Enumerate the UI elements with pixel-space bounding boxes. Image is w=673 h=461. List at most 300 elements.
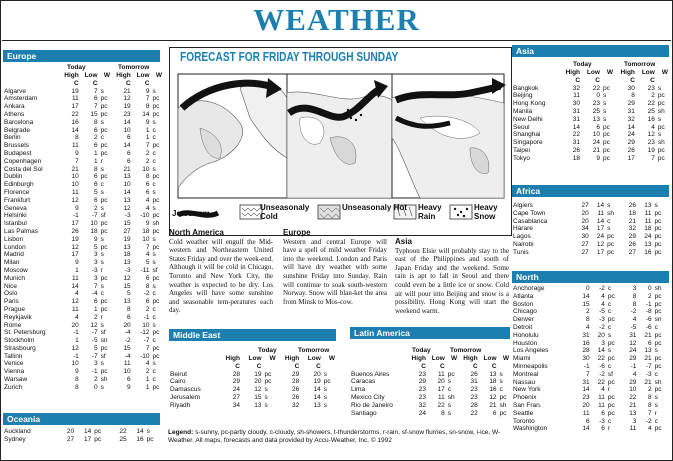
table-cell: 28	[232, 370, 240, 378]
table-row	[512, 301, 669, 309]
asia-today-label: Today	[573, 61, 592, 68]
city-name: Anchorage	[513, 285, 545, 292]
table-cell: 6	[93, 298, 98, 306]
city-name: Nassau	[513, 378, 536, 386]
table-cell: s	[323, 401, 328, 409]
table-cell: 2	[93, 204, 98, 212]
table-cell: 20	[581, 217, 589, 225]
table-unit-row	[350, 363, 510, 371]
table-cell: -7	[91, 212, 98, 220]
table-cell: 4	[145, 204, 150, 212]
table-cell: 32	[292, 401, 300, 409]
table-cell: 17	[596, 225, 605, 233]
table-row	[512, 100, 669, 108]
table-cell: 7	[93, 282, 98, 290]
table-cell: 27	[581, 202, 589, 209]
table-cell: 12	[71, 196, 79, 204]
table-cell: c	[152, 290, 156, 298]
table-cell: s	[152, 204, 156, 212]
table-row	[350, 371, 510, 379]
table-cell: 29	[418, 378, 426, 386]
table-cell: -1	[72, 329, 79, 337]
table-cell: s	[654, 401, 658, 409]
table-row	[512, 308, 669, 316]
table-cell: pc	[152, 298, 160, 306]
table-cell: 9	[596, 154, 600, 162]
table-row	[3, 428, 163, 436]
table-cell: pc	[152, 344, 160, 352]
city-name: Santiago	[351, 409, 377, 417]
forecast-map-graphic	[170, 48, 511, 235]
city-name: Edinburgh	[4, 181, 34, 189]
table-cell: c	[152, 368, 156, 376]
page-title: WEATHER	[253, 2, 420, 37]
table-cell: 20	[437, 378, 445, 386]
table-cell: 30	[627, 84, 635, 92]
table-cell: pc	[152, 95, 160, 103]
table-row	[3, 181, 163, 189]
table-cell: 34	[232, 401, 240, 409]
table-row	[3, 267, 163, 275]
table-cell: -5	[91, 337, 98, 345]
table-cell: pc	[657, 92, 665, 100]
north-america-forecast-heading: North America	[169, 228, 224, 237]
table-cell: 6	[145, 188, 150, 196]
asia-tomorrow-label: Tomorrow	[624, 61, 656, 68]
table-cell: 3	[93, 251, 98, 259]
table-cell: 29	[628, 233, 637, 241]
city-name: Florence	[4, 188, 30, 196]
table-cell: 20	[582, 401, 590, 409]
table-cell: 18	[90, 227, 98, 235]
table-cell: pc	[100, 95, 108, 103]
table-cell: -3	[124, 266, 131, 274]
table-cell: 34	[581, 225, 589, 233]
table-cell: sh	[499, 401, 507, 409]
africa-table	[512, 202, 669, 257]
city-name: Frankfurt	[4, 196, 31, 204]
table-cell: pc	[100, 110, 108, 118]
table-cell: 10	[142, 235, 150, 243]
table-cell: 4	[145, 360, 150, 368]
table-cell: 21	[644, 331, 652, 339]
table-cell: 24	[232, 386, 240, 394]
table-cell: 13	[123, 196, 131, 204]
table-cell: pc	[94, 435, 102, 443]
city-name: San Fran.	[513, 401, 542, 409]
table-cell: 19	[71, 235, 79, 243]
table-cell: 20	[581, 209, 589, 217]
city-name: London	[4, 243, 26, 251]
table-cell: 26	[628, 202, 637, 209]
table-cell: pc	[152, 352, 160, 360]
table-cell: 2	[93, 134, 98, 142]
table-cell: 5	[93, 344, 98, 352]
table-cell: 19	[254, 370, 262, 378]
table-cell: s	[602, 107, 607, 115]
table-column-header-row	[512, 69, 669, 77]
table-cell: 17	[71, 251, 79, 259]
table-cell: 12	[71, 298, 79, 306]
table-cell: 13	[644, 240, 652, 248]
table-cell: s	[264, 386, 268, 394]
table-cell: 12	[90, 321, 98, 329]
north-america-table	[512, 285, 669, 433]
table-cell: 10	[71, 360, 79, 368]
table-cell: s	[657, 115, 662, 123]
city-name: Caracas	[351, 378, 376, 386]
table-cell: 18	[489, 378, 497, 386]
table-cell: pc	[100, 126, 108, 134]
table-cell: 6	[127, 157, 131, 165]
city-name: Madrid	[4, 251, 24, 259]
north-america-forecast	[169, 229, 273, 315]
table-cell: s	[607, 225, 611, 233]
city-name: Stockholm	[4, 337, 35, 345]
table-cell: -7	[645, 362, 652, 370]
table-cell: 15	[90, 110, 98, 118]
table-row	[3, 119, 163, 127]
city-name: Lima	[351, 386, 366, 394]
table-cell: pc	[152, 173, 160, 181]
table-row	[350, 410, 510, 418]
table-cell: -1	[583, 362, 590, 370]
table-cell: 26	[628, 240, 637, 248]
unit-label	[601, 77, 614, 85]
table-cell: 10	[71, 181, 79, 189]
table-cell: 20	[123, 321, 131, 329]
table-cell: sn	[100, 337, 108, 345]
city-name: Warsaw	[4, 376, 28, 384]
table-cell: 11	[71, 305, 79, 313]
table-cell: 32	[628, 225, 637, 233]
table-cell: pc	[100, 243, 108, 251]
europe-today-label: Today	[67, 64, 86, 71]
table-row	[3, 368, 163, 376]
table-row	[3, 298, 163, 306]
city-name: Helsinki	[4, 212, 27, 220]
table-cell: pc	[654, 362, 662, 370]
table-row	[3, 275, 163, 283]
table-row	[512, 410, 669, 418]
table-row	[3, 220, 163, 228]
column-header: Low	[248, 355, 262, 362]
table-row	[512, 147, 669, 155]
city-name: Nairobi	[513, 240, 534, 248]
table-cell: c	[654, 370, 658, 378]
table-cell: 15	[123, 344, 131, 352]
table-cell: r	[654, 409, 657, 417]
table-cell: 8	[145, 282, 150, 290]
europe-forecast	[283, 229, 387, 306]
column-header: High	[225, 355, 240, 362]
table-cell: 31	[629, 331, 637, 339]
table-cell: 26	[627, 146, 635, 154]
unit-label	[263, 363, 277, 371]
table-cell: 14	[597, 347, 605, 355]
table-cell: sh	[152, 220, 160, 228]
table-cell: c	[152, 181, 156, 189]
table-cell: c	[152, 305, 156, 313]
table-cell: -2	[143, 290, 150, 298]
europe-forecast-heading: Europe	[283, 228, 311, 237]
table-row	[512, 225, 669, 233]
table-cell: 6	[93, 95, 98, 103]
table-cell: 23	[582, 394, 590, 402]
asia-header: Asia	[512, 45, 669, 57]
table-cell: pc	[152, 383, 160, 391]
table-cell: pc	[152, 103, 160, 111]
column-header: Low	[431, 355, 445, 362]
table-cell: -4	[124, 352, 131, 360]
table-cell: 0	[596, 92, 600, 100]
table-cell: pc	[607, 378, 615, 386]
table-row	[512, 379, 669, 387]
legend-label: Legend:	[168, 429, 194, 436]
table-cell: 14	[123, 188, 131, 196]
table-cell: r	[607, 386, 611, 394]
table-row	[3, 353, 163, 361]
table-cell: 12	[71, 243, 79, 251]
table-cell: 7	[75, 157, 79, 165]
table-cell: s	[152, 235, 156, 243]
table-cell: pc	[657, 100, 665, 108]
table-cell: 15	[123, 282, 131, 290]
table-cell: 4	[632, 316, 637, 324]
table-row	[3, 283, 163, 291]
table-cell: 13	[644, 202, 652, 209]
table-cell: c	[607, 217, 611, 225]
table-row	[512, 316, 669, 324]
column-header: W	[328, 355, 335, 362]
column-header	[3, 72, 59, 80]
asia-forecast-text: Typhoon Elsie will probably stay to the east of the Philippines and south of Japan Friday and the weekend. Some rain is apt to fall in Seoul and there could even be a little ice or snow. Cold air will pour into Beijing and snow is a possibility. Hong Kong will start the weekend warm.	[395, 246, 509, 315]
table-cell: s	[264, 393, 268, 401]
city-name: Rome	[4, 321, 22, 329]
table-cell: 13	[592, 115, 600, 123]
table-cell: 10	[592, 131, 600, 139]
table-row	[512, 210, 669, 218]
table-cell: 23	[123, 110, 131, 118]
table-cell: 1	[145, 383, 150, 391]
table-cell: s	[100, 204, 104, 212]
table-cell: 10	[123, 368, 131, 376]
table-row	[512, 218, 669, 226]
table-cell: sf	[607, 370, 613, 378]
table-cell: s	[602, 92, 607, 100]
table-cell: 11	[598, 394, 605, 402]
table-cell: 14	[313, 386, 321, 394]
middle-east-today-label: Today	[258, 347, 277, 354]
table-cell: s	[152, 259, 156, 267]
city-name: Las Palmas	[4, 227, 38, 235]
table-cell: pc	[607, 233, 615, 241]
table-cell: 17	[71, 220, 79, 228]
table-cell: 23	[418, 393, 426, 401]
table-cell: 11	[644, 217, 652, 225]
unit-label	[350, 363, 406, 371]
north-america-forecast-text: Cold weather will engulf the Mid-western and Northeastern United States Friday and over the week-end. Although it will be cold in Chicago, Toronto and New York City, the weather is expected to be dry. Los Angeles will have some sunshine and seasonable tem-peratures each day.	[169, 237, 273, 315]
city-name: Sydney	[4, 435, 26, 443]
city-name: Chicago	[513, 308, 537, 316]
table-cell: s	[323, 386, 328, 394]
city-name: Cape Town	[513, 209, 546, 217]
table-cell: 31	[582, 331, 590, 339]
table-cell: 8	[586, 316, 590, 324]
table-cell: 13	[489, 370, 497, 378]
table-cell: -2	[645, 417, 652, 425]
table-cell: 8	[127, 305, 131, 313]
city-name: Amsterdam	[4, 95, 38, 103]
table-cell: c	[152, 149, 156, 157]
unit-label: C	[630, 76, 635, 84]
table-row	[512, 131, 669, 139]
city-name: Algarve	[4, 87, 27, 95]
table-cell: 4	[586, 323, 590, 331]
table-cell: s	[607, 331, 612, 339]
table-cell: pc	[100, 142, 108, 150]
table-cell: s	[100, 383, 104, 391]
table-cell: -12	[140, 329, 150, 337]
city-name: Rio de Janeiro	[351, 401, 393, 409]
table-cell: 19	[313, 378, 321, 386]
table-cell: 21	[592, 146, 600, 154]
table-cell: 3	[632, 417, 637, 425]
table-cell: 13	[123, 243, 131, 251]
table-cell: 0	[648, 285, 652, 292]
table-row	[512, 108, 669, 116]
table-row	[512, 233, 669, 241]
city-name: Tunis	[513, 248, 529, 256]
table-row	[512, 293, 669, 301]
table-cell: 1	[145, 134, 150, 142]
table-cell: 16	[136, 435, 144, 443]
table-cell: 22	[119, 428, 127, 435]
table-cell: -4	[124, 329, 131, 337]
table-cell: 15	[254, 393, 262, 401]
table-cell: s	[100, 118, 104, 126]
table-cell: 16	[647, 115, 655, 123]
table-cell: 1	[75, 337, 79, 345]
table-cell: 22	[592, 84, 600, 92]
table-cell: c	[100, 290, 104, 298]
table-cell: 6	[145, 181, 150, 189]
europe-tomorrow-label: Tomorrow	[118, 64, 150, 71]
table-cell: 28	[470, 401, 478, 409]
africa-header: Africa	[512, 185, 669, 197]
city-name: Beijing	[513, 92, 533, 100]
city-name: Damascus	[170, 386, 201, 394]
city-name: Boston	[513, 300, 534, 308]
table-row	[512, 85, 669, 93]
city-name: Vienna	[4, 368, 25, 376]
column-header: Low	[483, 355, 497, 362]
table-cell: 30	[582, 355, 590, 363]
unit-label	[512, 77, 559, 85]
column-header: W	[661, 69, 668, 76]
table-cell: pc	[94, 428, 102, 435]
unit-label: C	[294, 362, 300, 370]
table-cell: r	[100, 157, 103, 165]
table-cell: 11	[71, 95, 79, 103]
table-row	[3, 360, 163, 368]
table-cell: pc	[100, 103, 108, 111]
city-name: Ankara	[4, 103, 25, 111]
table-cell: 29	[627, 100, 635, 108]
table-cell: -6	[645, 316, 652, 324]
unit-label: C	[144, 79, 150, 87]
table-cell: 22	[470, 409, 478, 417]
table-row	[3, 259, 163, 267]
table-cell: 11	[597, 209, 605, 217]
table-cell: sh	[654, 285, 662, 292]
table-cell: s	[499, 370, 503, 378]
table-column-header-row	[350, 355, 510, 363]
table-cell: 6	[93, 126, 98, 134]
table-cell: -1	[143, 313, 150, 321]
table-cell: 13	[123, 173, 131, 181]
table-cell: pc	[100, 344, 108, 352]
table-row	[3, 306, 163, 314]
table-cell: 14	[313, 393, 321, 401]
table-cell: 31	[627, 107, 635, 115]
table-cell: 13	[629, 409, 637, 417]
unit-label: C	[650, 76, 655, 84]
table-cell: pc	[152, 142, 160, 150]
table-cell: 27	[628, 248, 637, 256]
table-cell: 7	[586, 370, 590, 378]
table-cell: 28	[292, 378, 300, 386]
city-name: Cairo	[170, 378, 186, 386]
table-cell: pc	[100, 227, 108, 235]
table-cell: 14	[71, 126, 79, 134]
table-cell: s	[657, 131, 662, 139]
table-cell: -3	[599, 417, 605, 425]
table-cell: 23	[470, 386, 478, 394]
table-cell: s	[152, 87, 156, 95]
column-header	[169, 355, 217, 363]
table-cell: c	[100, 134, 104, 142]
table-row	[512, 92, 669, 100]
city-name: Atlanta	[513, 292, 534, 300]
table-cell: 7	[145, 243, 150, 251]
table-cell: 8	[632, 300, 637, 308]
table-cell: pc	[499, 393, 507, 401]
table-cell: 8	[441, 409, 445, 417]
table-cell: s	[152, 321, 156, 329]
table-cell: 8	[632, 292, 637, 300]
column-header: Low	[641, 69, 655, 76]
city-name: Belgrade	[4, 126, 31, 134]
city-name: Minneapolis	[513, 362, 548, 370]
table-cell: pc	[152, 196, 160, 204]
table-row	[512, 285, 669, 293]
table-cell: pc	[654, 217, 662, 225]
table-cell: -2	[599, 285, 605, 292]
city-name: Detroit	[513, 323, 533, 331]
unit-label: C	[440, 362, 445, 370]
table-cell: 2	[145, 149, 150, 157]
table-row	[3, 142, 163, 150]
column-header: Low	[136, 72, 150, 79]
table-cell: 18	[142, 227, 150, 235]
table-cell: s	[152, 360, 156, 368]
table-cell: pc	[152, 212, 160, 220]
table-cell: c	[152, 134, 156, 142]
table-row	[169, 378, 336, 386]
table-cell: 26	[470, 370, 478, 378]
table-cell: pc	[602, 123, 610, 131]
